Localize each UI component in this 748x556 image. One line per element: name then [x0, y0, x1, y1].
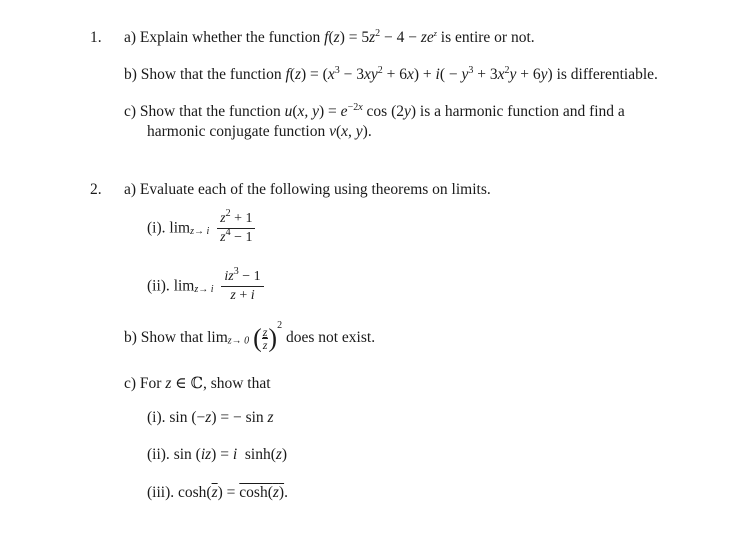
math-expression: u(x, $y) = e^{-2x}$ cos (2y) [284, 102, 417, 120]
question-2-number: 2. [90, 181, 102, 198]
question-1c [124, 103, 625, 121]
lim-operator: lim [169, 219, 191, 237]
question-2a [124, 181, 491, 199]
fraction: $\frac{z^2 + 1}{z^4 - 1}$ [217, 210, 255, 247]
question-2a-i [147, 210, 255, 247]
item-label: (i). [147, 409, 166, 426]
math-expression: $f(z) = (x^3 - 3xy^2 + 6x) + i( - y^3 + 3x^2y + 6y)$ [285, 65, 553, 83]
part-label: b) [124, 66, 137, 83]
part-text: Show that the function [139, 103, 281, 120]
question-1a: a) Explain whether the function $f(z) = 5z^2 - 4 - ze^z$ is entire or not. [124, 28, 535, 46]
item-label: (iii). [147, 484, 175, 501]
question-2c [124, 374, 271, 393]
part-text-after: is a harmonic function and find a [419, 103, 625, 120]
part-text: For [139, 375, 162, 392]
question-2b [124, 319, 376, 353]
item-label: (i). [147, 219, 166, 237]
lim-subscript: z→ 0 [227, 335, 250, 347]
lim-subscript: z→ i [190, 226, 210, 238]
math-expression: $\cosh(\overline{z}) = \cosh(z)$. [178, 484, 288, 501]
part-label: c) [124, 103, 137, 120]
math-expression: sin (−z) = − sin z [169, 409, 274, 426]
question-1c-line2 [147, 123, 372, 141]
math-expression: sin (iz) = i sinh(z) [173, 446, 288, 463]
question-1-number: 1. [90, 29, 102, 46]
part-text: Show that [140, 329, 204, 346]
fraction: $\frac{iz^3 - 1}{z + i}$ [221, 268, 263, 305]
part-text-after: show that [210, 375, 271, 392]
part-label: a) [124, 29, 137, 46]
item-label: (ii). [147, 446, 170, 463]
math-expression: z ∈ ℂ, [165, 375, 207, 392]
part-label: b) [124, 329, 137, 346]
question-1b [124, 66, 658, 84]
question-2c-ii [147, 446, 287, 464]
math-expression: ( $\frac{z}{z}$ )$^2$ [253, 319, 283, 352]
part-text-after: does not exist. [285, 329, 376, 346]
math-expression: v(x, y). [329, 123, 372, 140]
part-text-after: is entire or not. [440, 29, 535, 46]
question-2c-i [147, 409, 274, 427]
part-text: harmonic conjugate function [147, 123, 326, 140]
part-label: a) [124, 181, 137, 198]
item-label: (ii). [147, 277, 170, 295]
lim-operator: lim [173, 277, 195, 295]
question-2a-ii [147, 268, 264, 305]
lim-operator: lim [207, 329, 228, 346]
part-text-after: is differentiable. [556, 66, 658, 83]
math-expression: f [324, 29, 329, 46]
part-label: c) [124, 375, 137, 392]
question-2c-iii [147, 484, 288, 502]
part-text: Evaluate each of the following using theorems on limits. [139, 181, 491, 198]
lim-subscript: z→ i [194, 284, 214, 296]
part-text: Show that the function [140, 66, 282, 83]
part-text: Explain whether the function [139, 29, 321, 46]
